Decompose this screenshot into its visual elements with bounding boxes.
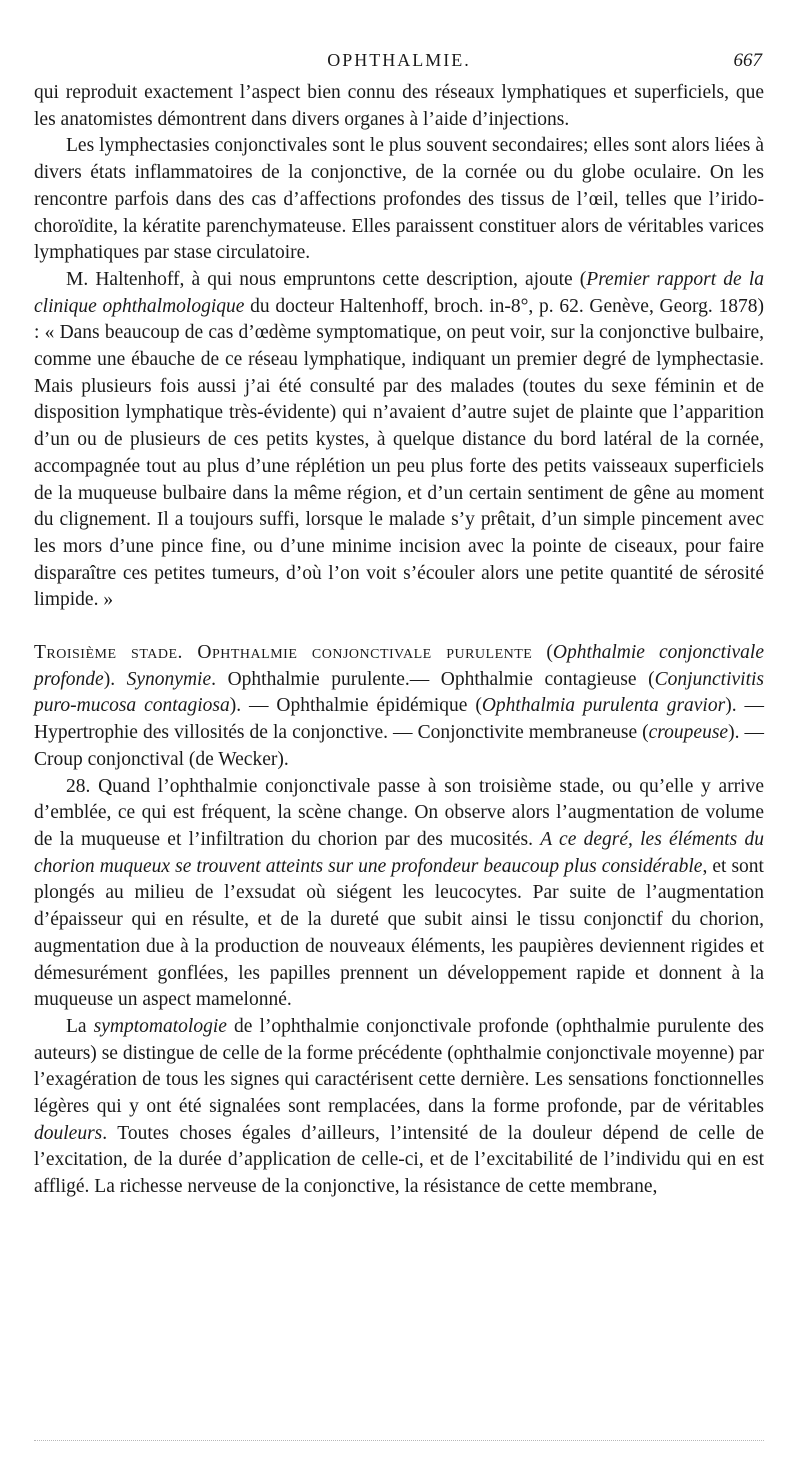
text-run: ). — Hypertrophie des villosités de la conjonctive. — Conjonctivite membraneuse (: [34, 695, 765, 744]
paragraph: [34, 267, 764, 614]
text-run: . Toutes choses égales d’ailleurs, l’intensité de la douleur dépend de celle de l’excitation, de la durée d’application de celle-ci, et de l’excitabilité de l’individu qui en est affligé. La richesse nerveuse de la conjonctive, la résistance de cette membrane,: [34, 1122, 764, 1198]
italic-run: symptomatologie: [93, 1015, 227, 1037]
running-title: OPHTHALMIE.: [327, 50, 471, 70]
text-run: ). — Croup conjonctival (de Wecker).: [34, 722, 765, 770]
text-run: ). — Ophthalmie épidémique (: [229, 695, 482, 717]
italic-run: Synonymie: [126, 668, 212, 690]
section-gap: [34, 614, 764, 640]
page-number: 667: [733, 50, 762, 71]
book-page: [34, 46, 764, 1201]
page-header: [34, 46, 764, 80]
italic-run: Premier rapport de la clinique ophthalmologique: [34, 268, 764, 317]
italic-run: Conjunctivitis puro-mucosa contagiosa: [34, 668, 764, 717]
text-run: La: [66, 1015, 94, 1037]
text-run: qui reproduit exactement l’aspect bien connu des réseaux lymphatiques et superficiels, que les anatomistes démontrent dans divers organes à l’aide d’injections.: [34, 82, 764, 130]
footer-dotted-rule: [34, 1440, 764, 1441]
paragraph: [34, 80, 764, 133]
italic-run: douleurs: [34, 1122, 103, 1144]
body-text: [34, 80, 764, 1201]
small-caps-run: Troisième stade. Ophthalmie conjonctivale purulente: [34, 642, 533, 664]
paragraph: [34, 1014, 764, 1201]
italic-run: Ophthalmia purulenta gravior: [481, 695, 726, 717]
paragraph: [34, 774, 764, 1014]
italic-run: Ophthalmie conjonctivale profonde: [34, 642, 764, 690]
text-run: ).: [103, 668, 127, 690]
text-run: M. Haltenhoff, à qui nous empruntons cette description, ajoute (: [66, 268, 587, 290]
italic-run: croupeuse: [648, 722, 729, 744]
text-run: du docteur Haltenhoff, broch. in-8°, p. 62. Genève, Georg. 1878) : « Dans beaucoup de cas d’œdème symptomatique, on peut voir, sur la conjonctive bulbaire, comme une ébauche de ce réseau lymphatique, indiquant un premier degré de lymphectasie. Mais plusieurs fois aussi j’ai été consulté par des malades (toutes du sexe féminin et de disposition lymphatique très-évidente) qui n’avaient d’autre sujet de plainte que l’apparition d’un ou de plusieurs de ces petits kystes, à quelque distance du bord latéral de la cornée, accompagnée tout au plus d’une réplétion un peu plus forte des petits vaisseaux superficiels de la muqueuse bulbaire dans la même région, et d’un certain sentiment de gêne au moment du clignement. Il a toujours suffi, lorsque le malade s’y prêtait, d’un simple pincement avec les mors d’une pince fine, ou d’une minime incision avec la pointe de ciseaux, pour faire disparaître ces petites tumeurs, d’où l’on voit s’écouler alors une petite quantité de sérosité limpide. »: [34, 295, 764, 611]
paragraph: [34, 640, 764, 774]
paragraph: [34, 133, 764, 267]
text-run: (: [532, 642, 553, 664]
text-run: Les lymphectasies conjonctivales sont le plus souvent secondaires; elles sont alors liées à divers états inflammatoires de la conjonctive, de la cornée ou du globe oculaire. On les rencontre parfois dans des cas d’affections profondes des tissus de l’œil, telles que l’irido-choroïdite, la kératite parenchymateuse. Elles paraissent constituer alors de véritables varices lymphatiques par stase circulatoire.: [34, 135, 764, 264]
italic-run: A ce degré, les éléments du chorion muqueux se trouvent atteints sur une profondeur beaucoup plus considérable: [34, 828, 764, 877]
text-run: 28. Quand l’ophthalmie conjonctivale passe à son troisième stade, ou qu’elle y arrive d’emblée, ce qui est fréquent, la scène change. On observe alors l’augmentation de volume de la muqueuse et l’infiltration du chorion par des mucosités.: [34, 775, 764, 850]
text-run: de l’ophthalmie conjonctivale profonde (ophthalmie purulente des auteurs) se distingue de celle de la forme précédente (ophthalmie conjonctivale moyenne) par l’exagération de tous les signes qui caractérisent cette dernière. Les sensations fonctionnelles légères qui y ont été signalées sont remplacées, dans la forme profonde, par de véritables: [34, 1015, 764, 1118]
text-run: . Ophthalmie purulente.— Ophthalmie contagieuse (: [211, 668, 655, 690]
text-run: , et sont plongés au milieu de l’exsudat où siégent les leucocytes. Par suite de l’augmentation d’épaisseur qui en résulte, et de la dureté que subit ainsi le tissu conjonctif du chorion, augmentation due à la production de nouveaux éléments, les paupières deviennent rigides et démesurément gonflées, les papilles prennent un développement rapide et donnent à la muqueuse un aspect mamelonné.: [34, 855, 764, 1011]
